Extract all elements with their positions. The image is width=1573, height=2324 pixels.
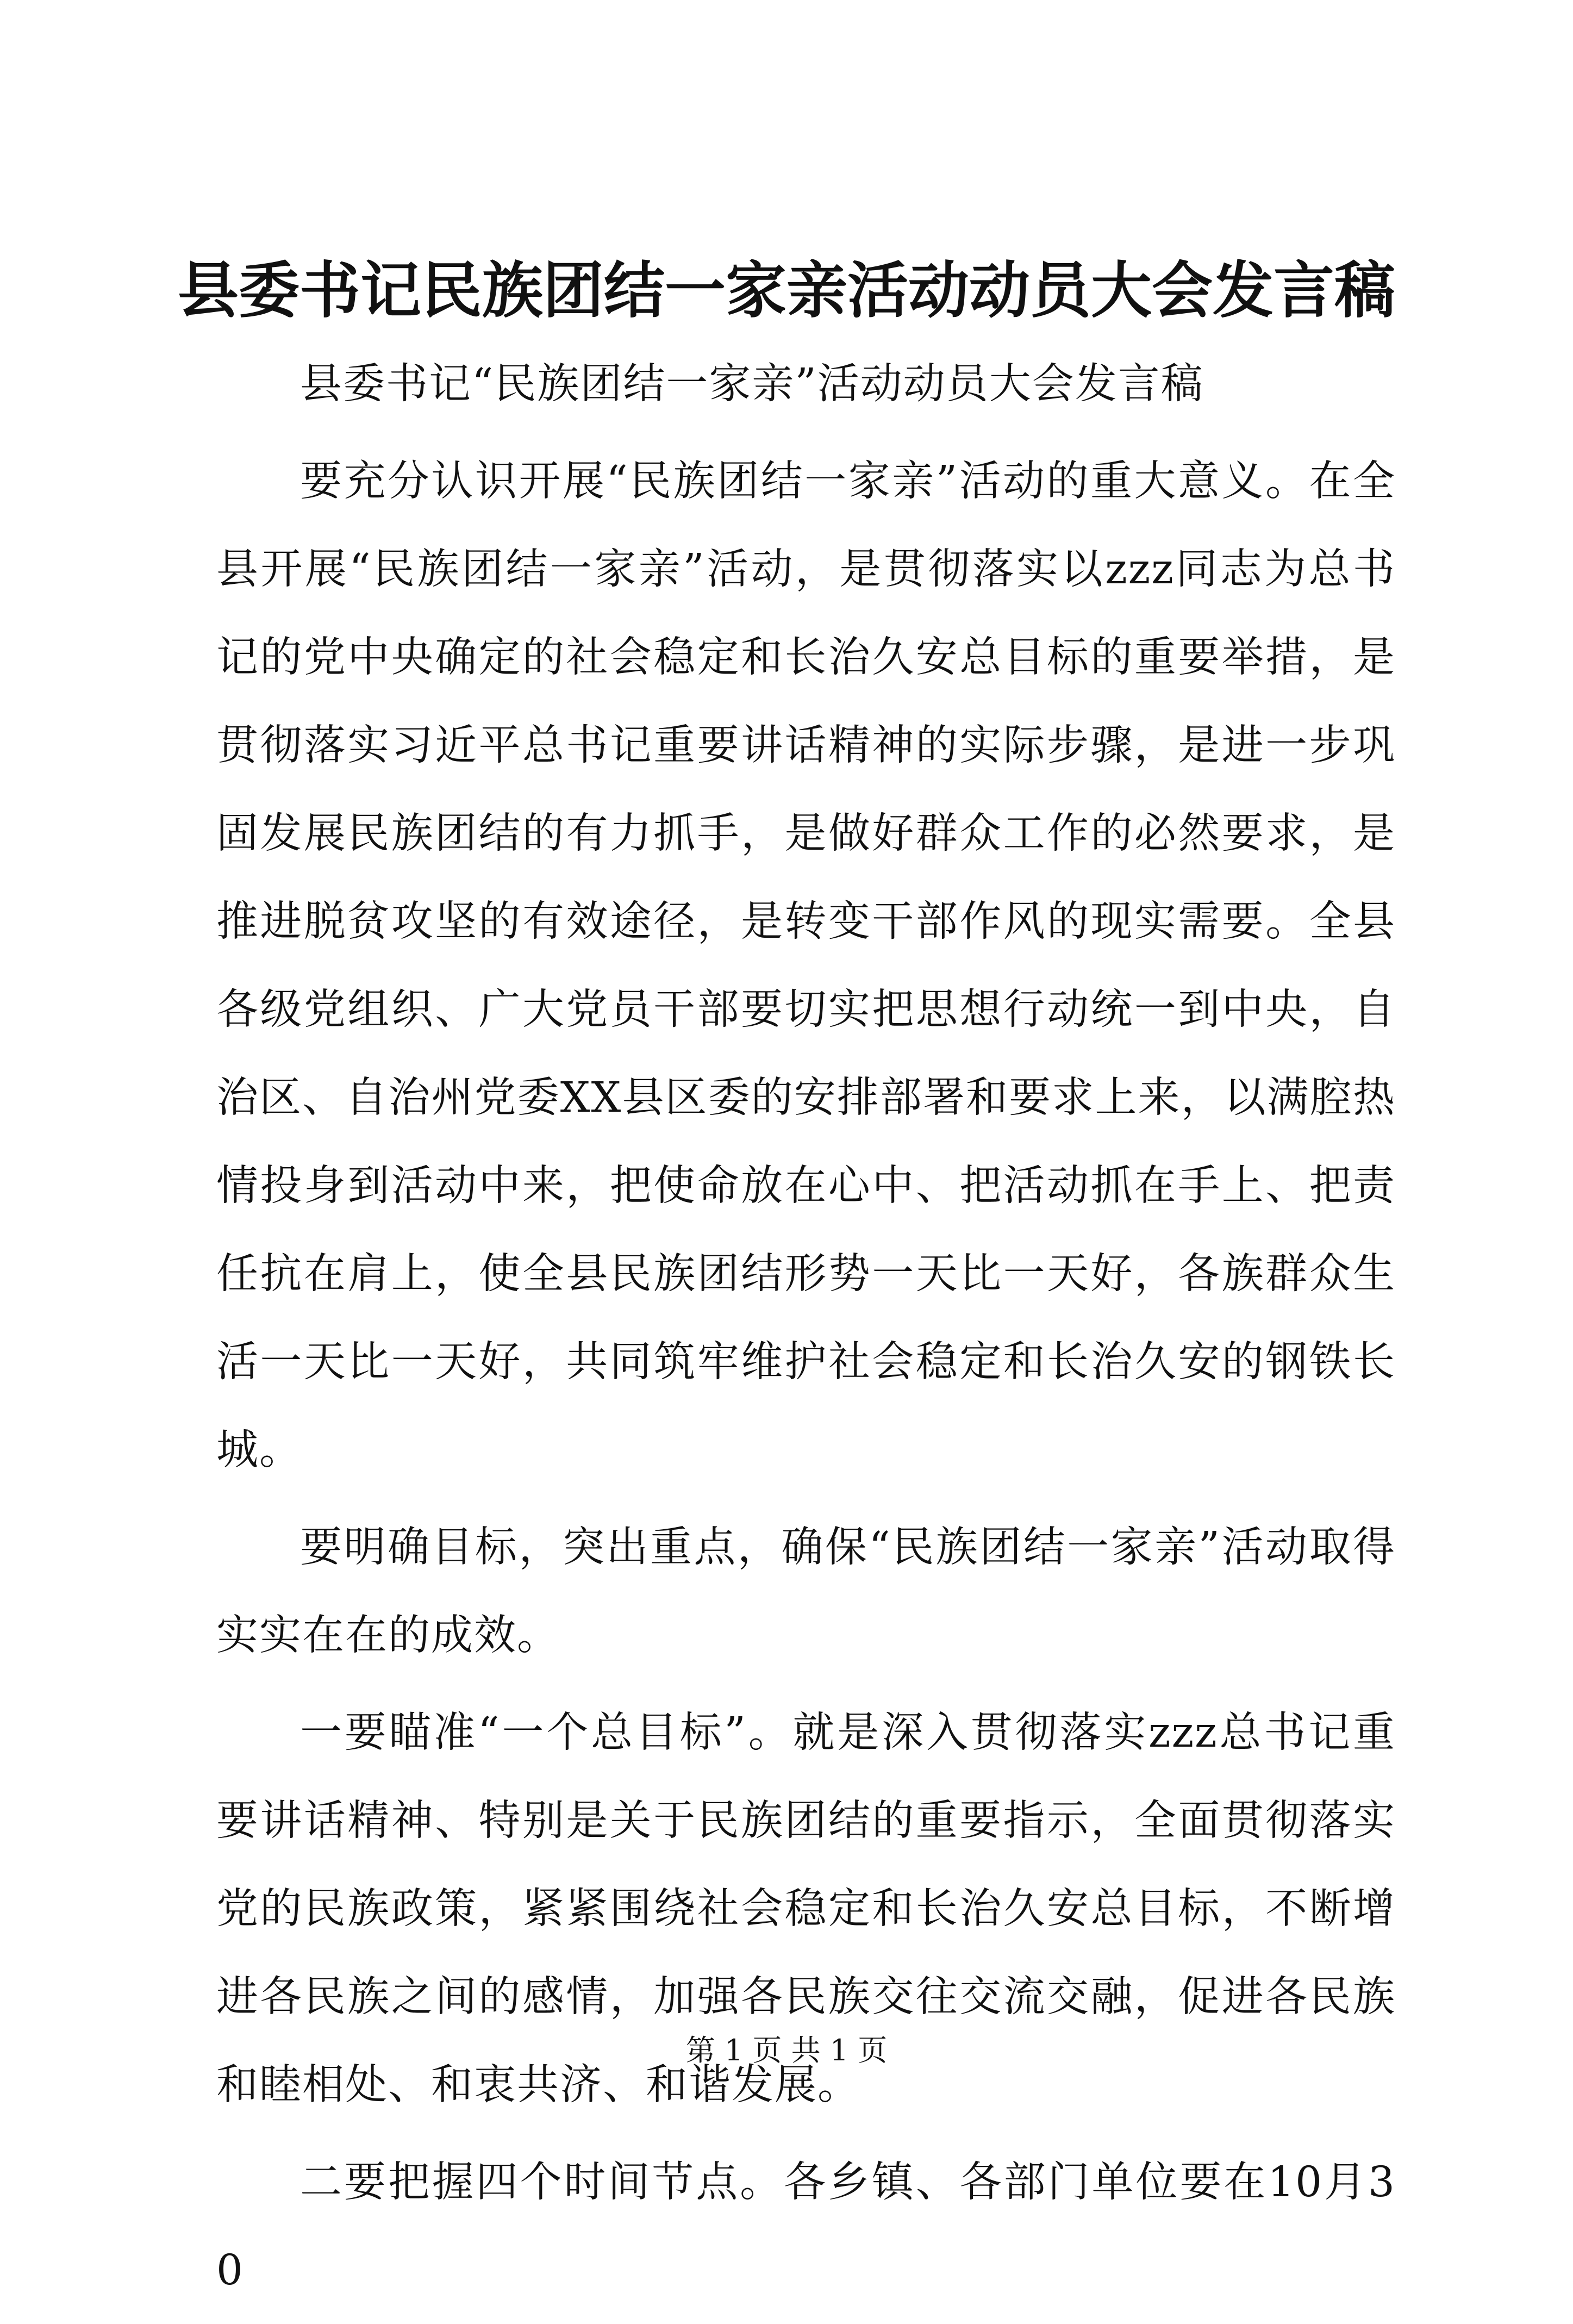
body-paragraph-goals: 要明确目标，突出重点，确保“民族团结一家亲”活动取得实实在在的成效。 [216, 1523, 1396, 1660]
document-title: 县委书记民族团结一家亲活动动员大会发言稿 [178, 255, 1395, 326]
body-paragraph-significance: 要充分认识开展“民族团结一家亲”活动的重大意义。在全县开展“民族团结一家亲”活动，是贯彻落实以zzz同志为总书记的党中央确定的社会稳定和长治久安总目标的重要举措，是贯彻落实习近平总书记重要讲话精神的实际步骤，是进一步巩固发展民族团结的有力抓手，是做好群众工作的必然要求，是推进脱贫攻坚的有效途径，是转变干部作风的现实需要。全县各级党组织、广大党员干部要切实把思想行动统一到中央，自治区、自治州党委XX县区委的安排部署和要求上来，以满腔热情投身到活动中来，把使命放在心中、把活动抓在手上、把责任抗在肩上，使全县民族团结形势一天比一天好，各族群众生活一天比一天好，共同筑牢维护社会稳定和长治久安的钢铁长城。 [216, 457, 1396, 1474]
body-paragraph-general-target: 一要瞄准“一个总目标”。就是深入贯彻落实zzz总书记重要讲话精神、特别是关于民族团结的重要指示，全面贯彻落实党的民族政策，紧紧围绕社会稳定和长治久安总目标，不断增进各民族之间的感情，加强各民族交往交流交融，促进各民族和睦相处、和衷共济、和谐发展。 [216, 1709, 1396, 2109]
document-subtitle-paragraph: 县委书记“民族团结一家亲”活动动员大会发言稿 [300, 360, 1204, 408]
document-body [216, 340, 1396, 2324]
body-paragraph-time-nodes: 二要把握四个时间节点。各乡镇、各部门单位要在10月30 [216, 2158, 1396, 2295]
page-footer: 第 1 页 共 1 页 [685, 2033, 888, 2067]
